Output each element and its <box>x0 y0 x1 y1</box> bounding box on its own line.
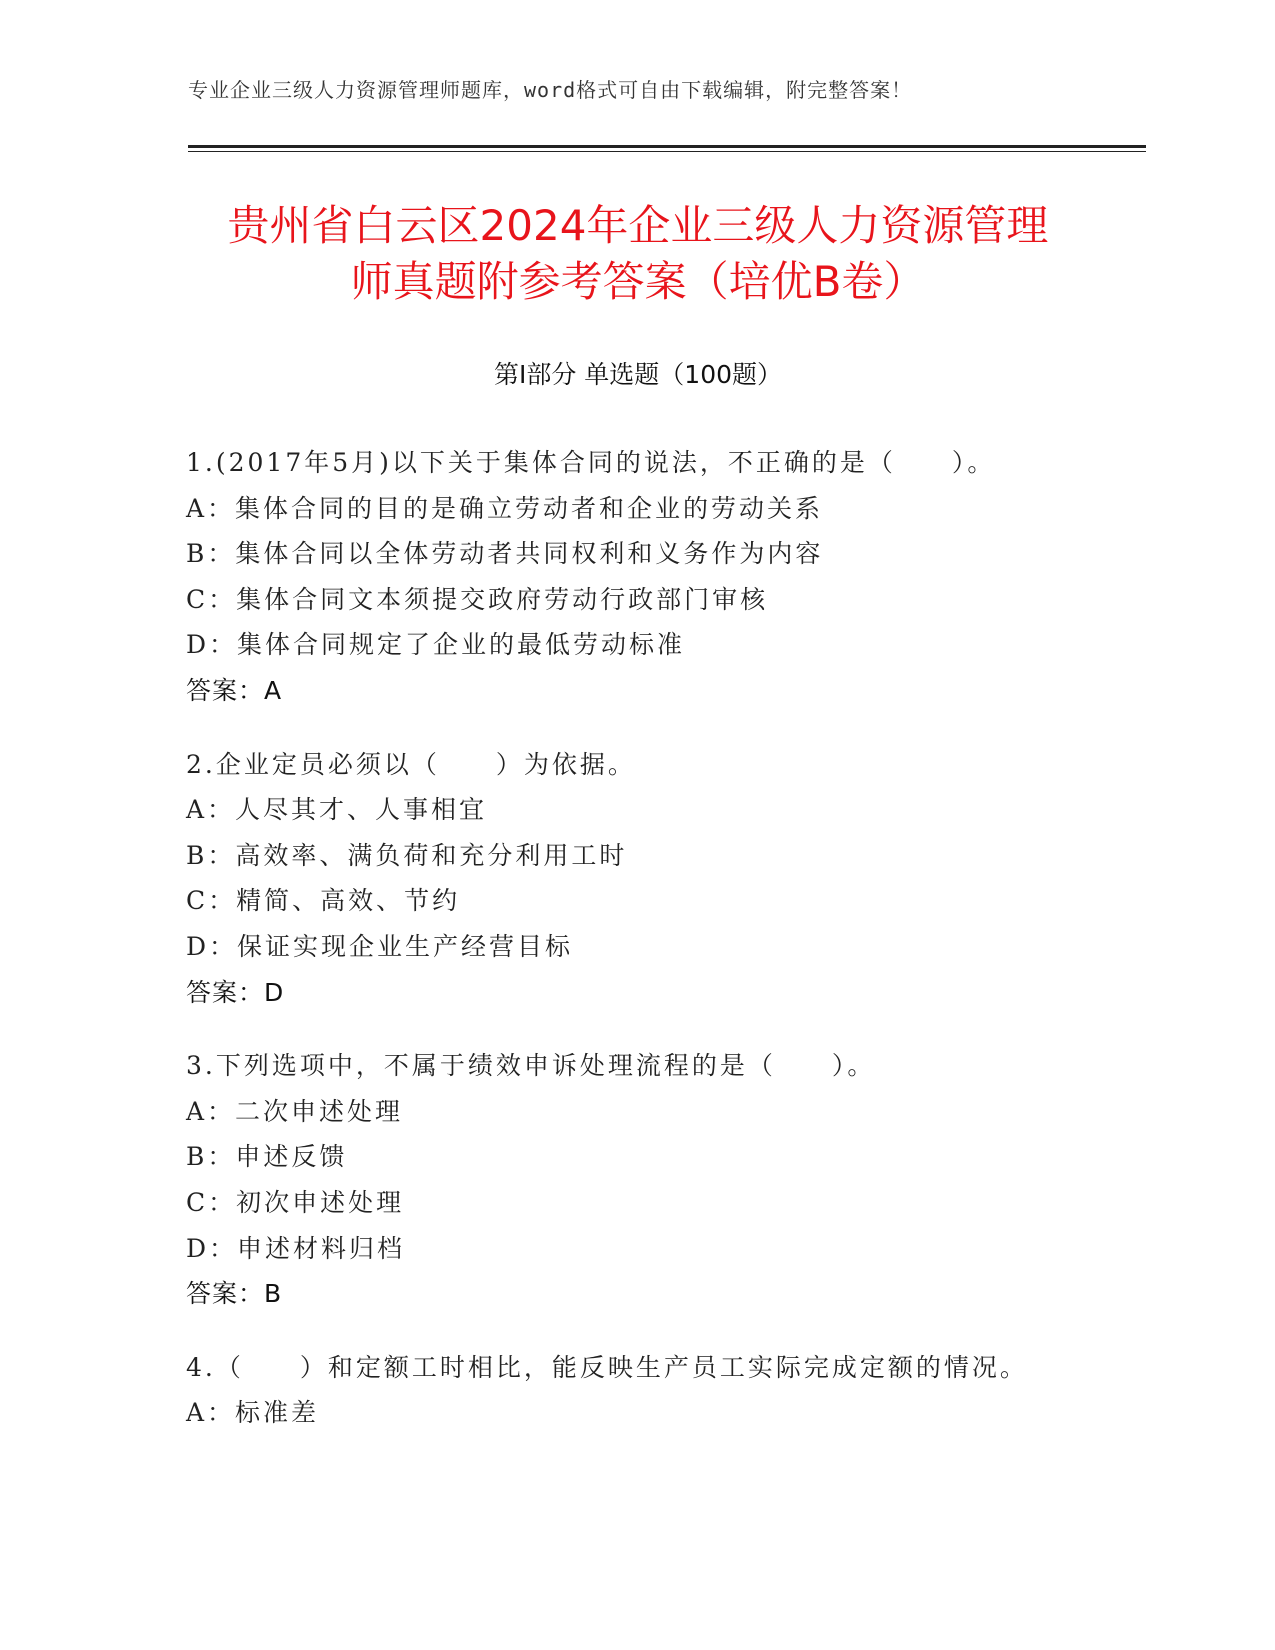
question-1 <box>186 440 1146 714</box>
option-d: D：申述材料归档 <box>186 1233 406 1263</box>
answer-label: 答案：A <box>186 675 283 705</box>
option-d: D：保证实现企业生产经营目标 <box>186 931 574 961</box>
document-title-line-1: 贵州省白云区2024年企业三级人力资源管理 <box>227 201 1049 250</box>
option-c: C：集体合同文本须提交政府劳动行政部门审核 <box>186 584 769 614</box>
answer-label: 答案：B <box>186 1279 283 1309</box>
question-list <box>186 440 1146 1464</box>
option-d: D：集体合同规定了企业的最低劳动标准 <box>186 630 686 660</box>
option-a: A：集体合同的目的是确立劳动者和企业的劳动关系 <box>186 493 824 523</box>
option-a: A：二次申述处理 <box>186 1096 404 1126</box>
page-header: 专业企业三级人力资源管理师题库，word格式可自由下载编辑，附完整答案！ <box>188 78 913 102</box>
question-stem: 2.企业定员必须以（ ）为依据。 <box>186 749 636 779</box>
question-4 <box>186 1345 1146 1436</box>
question-stem: 4.（ ）和定额工时相比，能反映生产员工实际完成定额的情况。 <box>186 1352 1028 1382</box>
question-3 <box>186 1043 1146 1317</box>
option-b: B：高效率、满负荷和充分利用工时 <box>186 840 628 870</box>
header-rule-thin <box>188 151 1146 152</box>
question-2 <box>186 742 1146 1016</box>
question-stem: 3.下列选项中，不属于绩效申诉处理流程的是（ ）。 <box>186 1051 876 1081</box>
header-rule-thick <box>188 145 1146 148</box>
document-title-line-2: 师真题附参考答案（培优B卷） <box>350 257 926 306</box>
section-title: 第I部分 单选题（100题） <box>493 360 783 389</box>
option-b: B：集体合同以全体劳动者共同权利和义务作为内容 <box>186 539 824 569</box>
document-title <box>188 198 1088 310</box>
question-stem: 1.(2017年5月)以下关于集体合同的说法，不正确的是（ ）。 <box>186 448 996 477</box>
option-c: C：精简、高效、节约 <box>186 886 461 916</box>
option-a: A：人尽其才、人事相宜 <box>186 795 488 825</box>
answer-label: 答案：D <box>186 977 285 1007</box>
option-c: C：初次申述处理 <box>186 1187 405 1217</box>
option-a: A：标准差 <box>186 1398 320 1428</box>
option-b: B：申述反馈 <box>186 1142 348 1172</box>
